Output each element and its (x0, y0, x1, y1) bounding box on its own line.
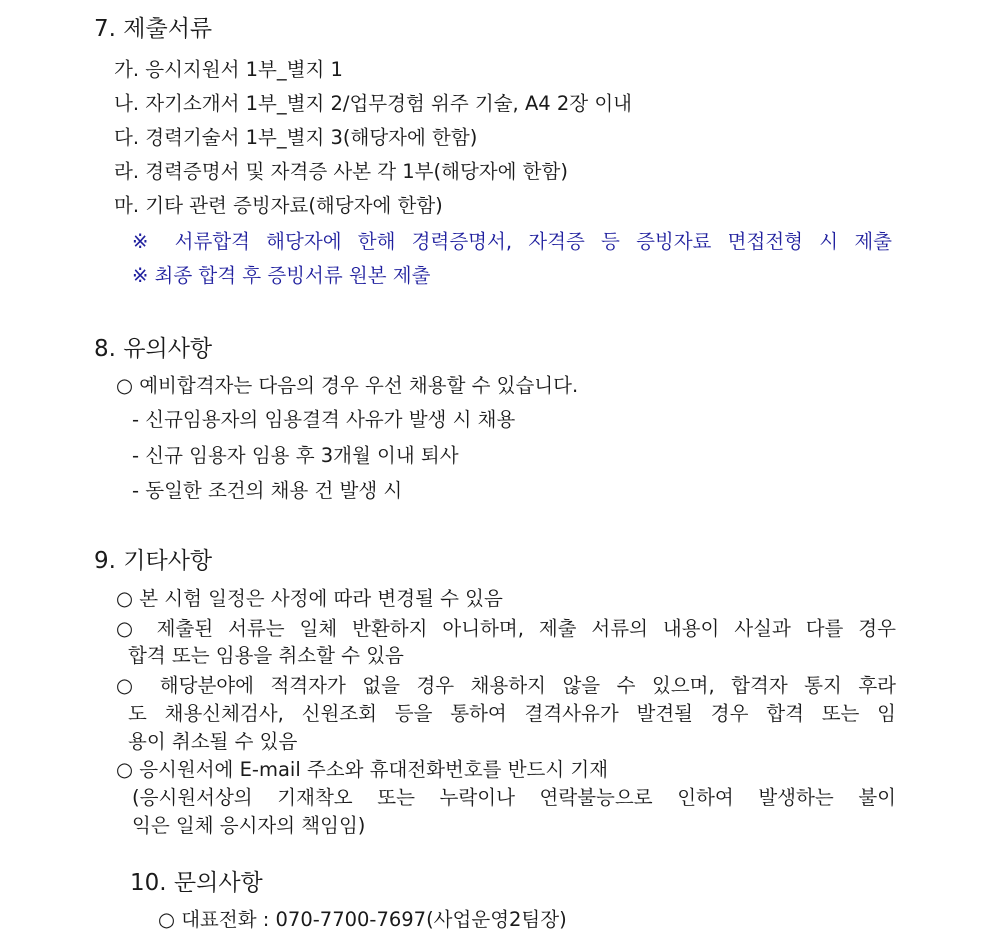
section-7-title: 7. 제출서류 (94, 16, 213, 42)
s7-note-1: ※ 서류합격 해당자에 한해 경력증명서, 자격증 등 증빙자료 면접전형 시 제출 (132, 230, 892, 253)
s9-item-4-line-3: 익은 일체 응시자의 책임임) (132, 814, 366, 837)
s9-item-4-line-1: ○ 응시원서에 E-mail 주소와 휴대전화번호를 반드시 기재 (116, 758, 609, 781)
s7-item-5: 마. 기타 관련 증빙자료(해당자에 한함) (114, 194, 443, 217)
s10-contact: ○ 대표전화 : 070-7700-7697(사업운영2팀장) (158, 908, 567, 931)
s9-item-2-line-1: ○ 제출된 서류는 일체 반환하지 아니하며, 제출 서류의 내용이 사실과 다를 경우 (116, 617, 896, 640)
s9-item-4-line-2: (응시원서상의 기재착오 또는 누락이나 연락불능으로 인하여 발생하는 불이 (132, 786, 896, 809)
s8-lead: ○ 예비합격자는 다음의 경우 우선 채용할 수 있습니다. (116, 374, 579, 397)
s9-item-3-line-2: 도 채용신체검사, 신원조회 등을 통하여 결격사유가 발견될 경우 합격 또는 임 (128, 702, 896, 725)
s8-sub-1: - 신규임용자의 임용결격 사유가 발생 시 채용 (132, 408, 516, 431)
s9-item-1: ○ 본 시험 일정은 사정에 따라 변경될 수 있음 (116, 587, 503, 610)
s9-item-3-line-3: 용이 취소될 수 있음 (128, 730, 298, 753)
s7-item-2: 나. 자기소개서 1부_별지 2/업무경험 위주 기술, A4 2장 이내 (114, 92, 633, 115)
s8-sub-3: - 동일한 조건의 채용 건 발생 시 (132, 479, 403, 502)
s7-item-1: 가. 응시지원서 1부_별지 1 (114, 58, 343, 81)
section-9-title: 9. 기타사항 (94, 548, 213, 574)
s7-item-4: 라. 경력증명서 및 자격증 사본 각 1부(해당자에 한함) (114, 160, 568, 183)
s7-note-2: ※ 최종 합격 후 증빙서류 원본 제출 (132, 264, 431, 287)
section-8-title: 8. 유의사항 (94, 336, 213, 362)
s8-sub-2: - 신규 임용자 임용 후 3개월 이내 퇴사 (132, 444, 459, 467)
s9-item-2-line-2: 합격 또는 임용을 취소할 수 있음 (128, 644, 404, 667)
section-10-title: 10. 문의사항 (130, 870, 263, 896)
s9-item-3-line-1: ○ 해당분야에 적격자가 없을 경우 채용하지 않을 수 있으며, 합격자 통지 후라 (116, 674, 896, 697)
s7-item-3: 다. 경력기술서 1부_별지 3(해당자에 한함) (114, 126, 478, 149)
